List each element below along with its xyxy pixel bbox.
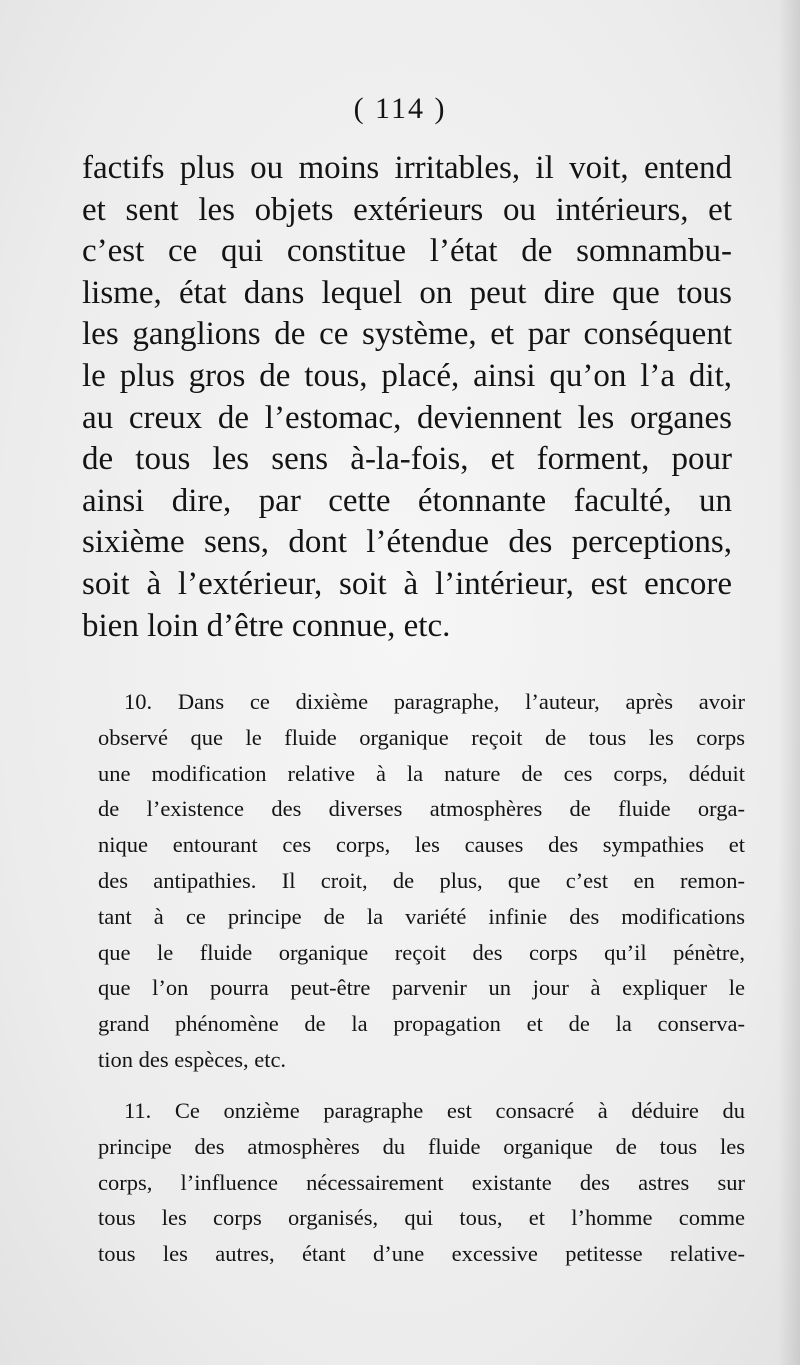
page-number: ( 114 ): [353, 92, 447, 125]
text-line: grand phénomène de la propagation et de la conserva-: [98, 1011, 745, 1037]
text-line: factifs plus ou moins irritables, il voit, entend: [82, 150, 732, 186]
paragraph-10: [98, 684, 745, 1078]
text-line: lisme, état dans lequel on peut dire que tous: [82, 274, 732, 311]
text-line: le plus gros de tous, placé, ainsi qu’on l’a dit,: [82, 357, 732, 394]
text-line: que l’on pourra peut-être parvenir un jour à expliquer le: [98, 975, 745, 1001]
text-line: et sent les objets extérieurs ou intérieurs, et: [82, 191, 732, 228]
page-edge-shadow: [778, 0, 800, 1365]
text-line: les ganglions de ce système, et par conséquent: [82, 316, 732, 353]
paragraph-11: [98, 1093, 745, 1272]
text-line: 10. Dans ce dixième paragraphe, l’auteur, après avoir: [124, 689, 745, 714]
text-line: principe des atmosphères du fluide organique de tous les: [98, 1133, 745, 1159]
text-line: de tous les sens à-la-fois, et forment, pour: [82, 441, 732, 478]
text-line: 11. Ce onzième paragraphe est consacré à déduire du: [124, 1098, 745, 1123]
text-line: nique entourant ces corps, les causes des sympathies et: [98, 832, 745, 858]
main-paragraph: [82, 148, 732, 647]
text-line: tion des espèces, etc.: [98, 1046, 287, 1072]
text-line: tous les autres, étant d’une excessive petitesse relative-: [98, 1241, 745, 1267]
text-line: que le fluide organique reçoit des corps qu’il pénètre,: [98, 939, 745, 965]
text-line: observé que le fluide organique reçoit de tous les corps: [98, 724, 745, 750]
text-line: c’est ce qui constitue l’état de somnambu-: [82, 233, 732, 270]
text-line: tant à ce principe de la variété infinie des modifications: [98, 903, 745, 929]
text-line: des antipathies. Il croit, de plus, que c’est en remon-: [98, 867, 745, 893]
text-line: au creux de l’estomac, deviennent les organes: [82, 399, 732, 436]
text-line: une modification relative à la nature de ces corps, déduit: [98, 760, 745, 786]
text-line: de l’existence des diverses atmosphères de fluide orga-: [98, 796, 745, 822]
text-line: ainsi dire, par cette étonnante faculté, un: [82, 482, 732, 519]
text-line: bien loin d’être connue, etc.: [82, 607, 451, 644]
text-line: sixième sens, dont l’étendue des perceptions,: [82, 524, 732, 561]
text-line: corps, l’influence nécessairement existante des astres sur: [98, 1169, 745, 1195]
text-line: soit à l’extérieur, soit à l’intérieur, est encore: [82, 565, 732, 602]
text-line: tous les corps organisés, qui tous, et l’homme comme: [98, 1205, 745, 1231]
